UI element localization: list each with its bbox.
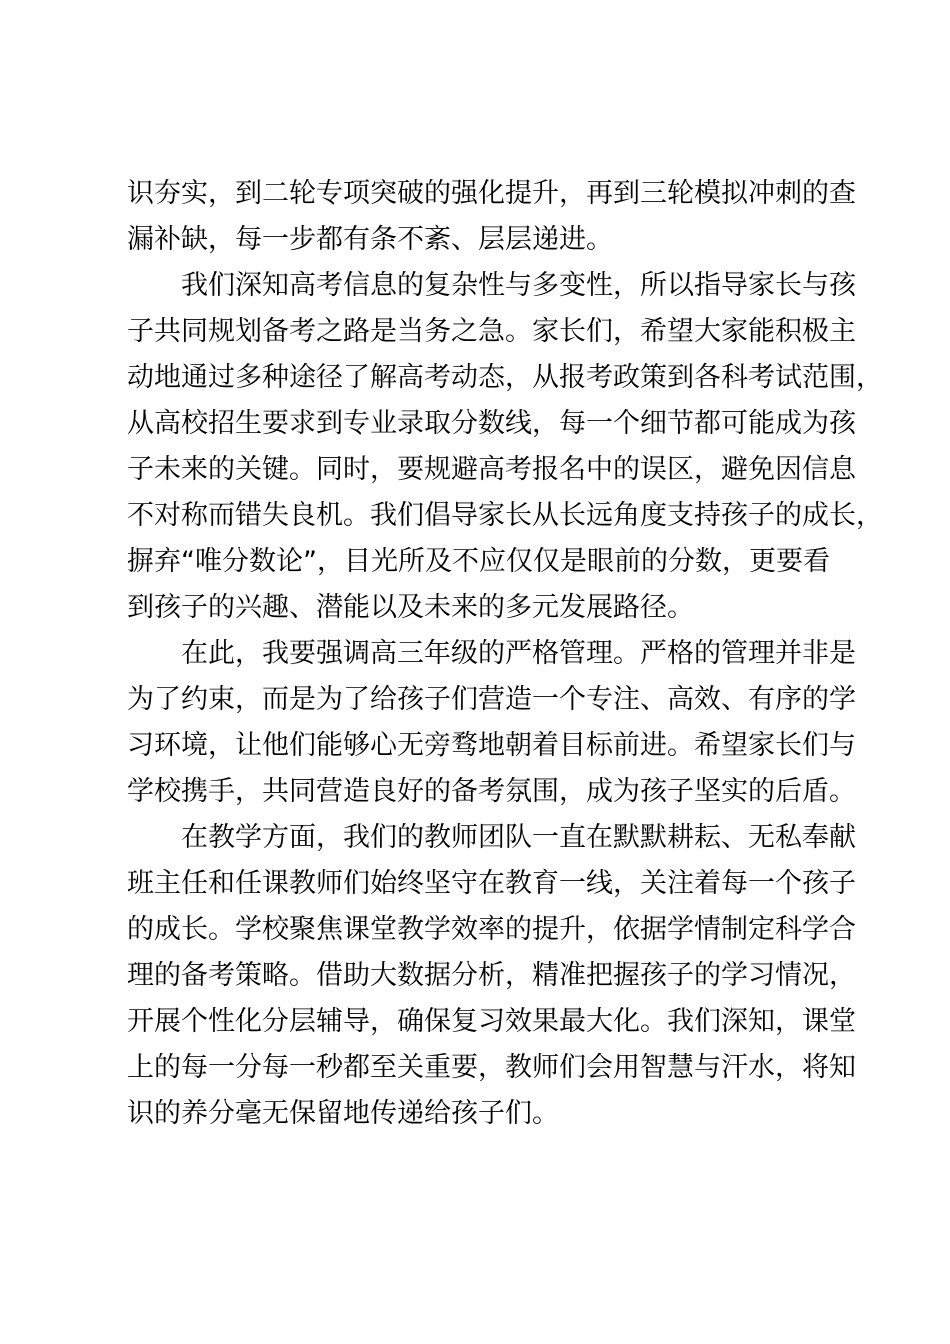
text-line: 识夯实，到二轮专项突破的强化提升，再到三轮模拟冲刺的查	[127, 178, 856, 209]
text-line: 摒弃“唯分数论”，目光所及不应仅仅是眼前的分数，更要看	[127, 546, 830, 577]
paragraph-first-line: 在此，我要强调高三年级的严格管理。严格的管理并非是	[181, 638, 856, 669]
paragraph-first-line: 在教学方面，我们的教师团队一直在默默耕耘、无私奉献	[181, 822, 856, 853]
paragraph-first-line: 我们深知高考信息的复杂性与多变性，所以指导家长与孩	[181, 270, 856, 301]
text-line: 从高校招生要求到专业录取分数线，每一个细节都可能成为孩	[127, 408, 856, 439]
text-line: 到孩子的兴趣、潜能以及未来的多元发展路径。	[127, 592, 694, 623]
text-line: 漏补缺，每一步都有条不紊、层层递进。	[127, 224, 613, 255]
text-line: 开展个性化分层辅导，确保复习效果最大化。我们深知，课堂	[127, 1006, 856, 1037]
text-line: 识的养分毫无保留地传递给孩子们。	[127, 1098, 559, 1129]
text-line: 学校携手，共同营造良好的备考氛围，成为孩子坚实的后盾。	[127, 776, 856, 807]
text-line: 班主任和任课教师们始终坚守在教育一线，关注着每一个孩子	[127, 868, 856, 899]
text-line: 习环境，让他们能够心无旁骛地朝着目标前进。希望家长们与	[127, 730, 856, 761]
text-line: 动地通过多种途径了解高考动态，从报考政策到各科考试范围，	[127, 362, 883, 393]
text-line: 理的备考策略。借助大数据分析，精准把握孩子的学习情况，	[127, 960, 856, 991]
text-line: 子未来的关键。同时，要规避高考报名中的误区，避免因信息	[127, 454, 856, 485]
text-line: 上的每一分每一秒都至关重要，教师们会用智慧与汗水，将知	[127, 1052, 856, 1083]
text-line: 不对称而错失良机。我们倡导家长从长远角度支持孩子的成长，	[127, 500, 883, 531]
text-line: 子共同规划备考之路是当务之急。家长们，希望大家能积极主	[127, 316, 856, 347]
text-line: 为了约束，而是为了给孩子们营造一个专注、高效、有序的学	[127, 684, 856, 715]
text-line: 的成长。学校聚焦课堂教学效率的提升，依据学情制定科学合	[127, 914, 856, 945]
